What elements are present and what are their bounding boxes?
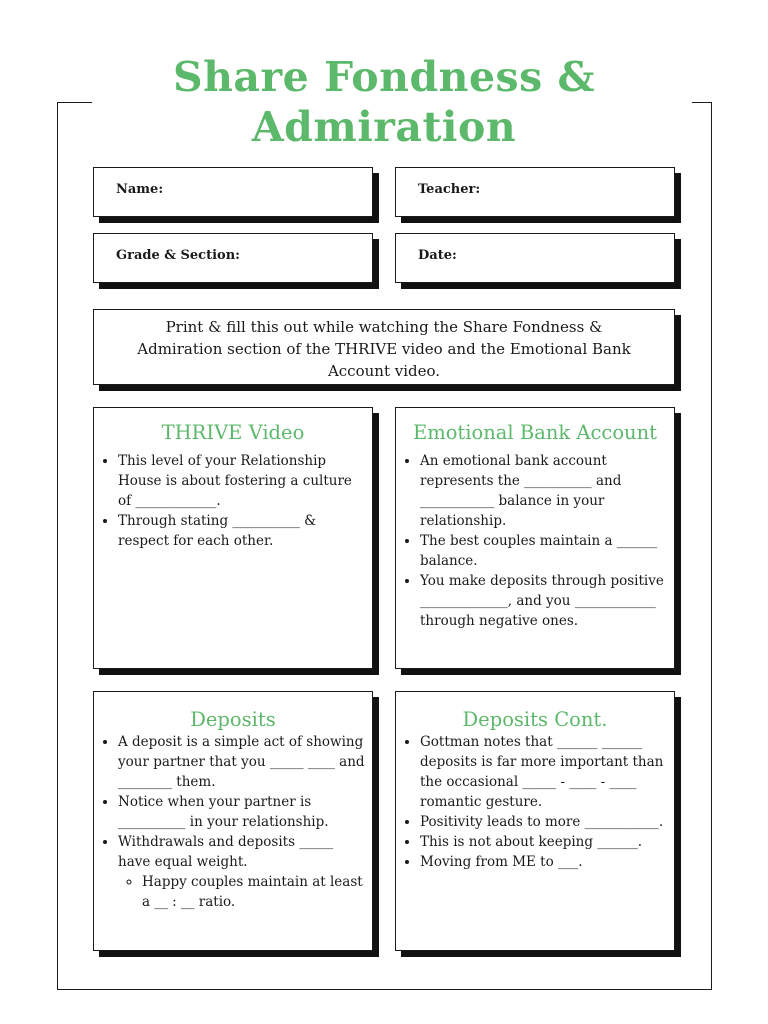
emotional-bank-account-card: [395, 407, 675, 669]
list-item: • An emotional bank account represents the __________ and ___________ balance in your relationship.: [420, 451, 670, 531]
thrive-video-card: [93, 407, 373, 669]
deposits-cont-card: [395, 691, 675, 951]
name-label: Name:: [116, 182, 164, 197]
list-item: [118, 832, 368, 912]
list-item: • A deposit is a simple act of showing your partner that you _____ ____ and ________ them.: [118, 732, 368, 792]
page-title: [0, 52, 768, 152]
teacher-field[interactable]: [395, 167, 675, 217]
list-item: • This level of your Relationship House is about fostering a culture of ____________.: [118, 451, 360, 511]
list-item: • Positivity leads to more ___________.: [420, 812, 670, 832]
emotional-bank-account-list: [396, 451, 674, 631]
list-item: • Gottman notes that ______ ______ deposits is far more important than the occasional _____ - ____ - ____ romantic gesture.: [420, 732, 670, 812]
intro-text: Print & fill this out while watching the Share Fondness & Admiration section of the THRIVE video and the Emotional Bank Account video.: [137, 318, 631, 380]
deposits-card: [93, 691, 373, 951]
name-field[interactable]: [93, 167, 373, 217]
grade-section-label: Grade & Section:: [116, 248, 240, 263]
list-item: • Notice when your partner is __________ in your relationship.: [118, 792, 368, 832]
deposits-cont-title: Deposits Cont.: [462, 708, 608, 731]
title-line-1: Share Fondness &: [173, 53, 595, 101]
date-field[interactable]: [395, 233, 675, 283]
deposits-list: [94, 732, 372, 912]
deposits-title: Deposits: [190, 708, 276, 731]
list-item: • Moving from ME to ___.: [420, 852, 670, 872]
grade-section-field[interactable]: [93, 233, 373, 283]
list-item-text: Withdrawals and deposits _____ have equal weight.: [118, 834, 334, 870]
list-item: • You make deposits through positive _____________, and you ____________ through negative ones.: [420, 571, 670, 631]
list-item: • The best couples maintain a ______ balance.: [420, 531, 670, 571]
list-item: • This is not about keeping ______.: [420, 832, 670, 852]
teacher-label: Teacher:: [418, 182, 481, 197]
thrive-video-list: [94, 451, 372, 551]
deposits-cont-list: [396, 732, 674, 872]
emotional-bank-account-title: Emotional Bank Account: [412, 421, 658, 444]
date-label: Date:: [418, 248, 457, 263]
intro-box: [93, 309, 675, 385]
thrive-video-title: THRIVE Video: [161, 421, 305, 444]
list-item: • Through stating __________ & respect for each other.: [118, 511, 360, 551]
sub-list-item: ◦ Happy couples maintain at least a __ : __ ratio.: [142, 872, 368, 912]
title-line-2: Admiration: [251, 103, 517, 151]
deposits-sub-list: [118, 872, 368, 912]
